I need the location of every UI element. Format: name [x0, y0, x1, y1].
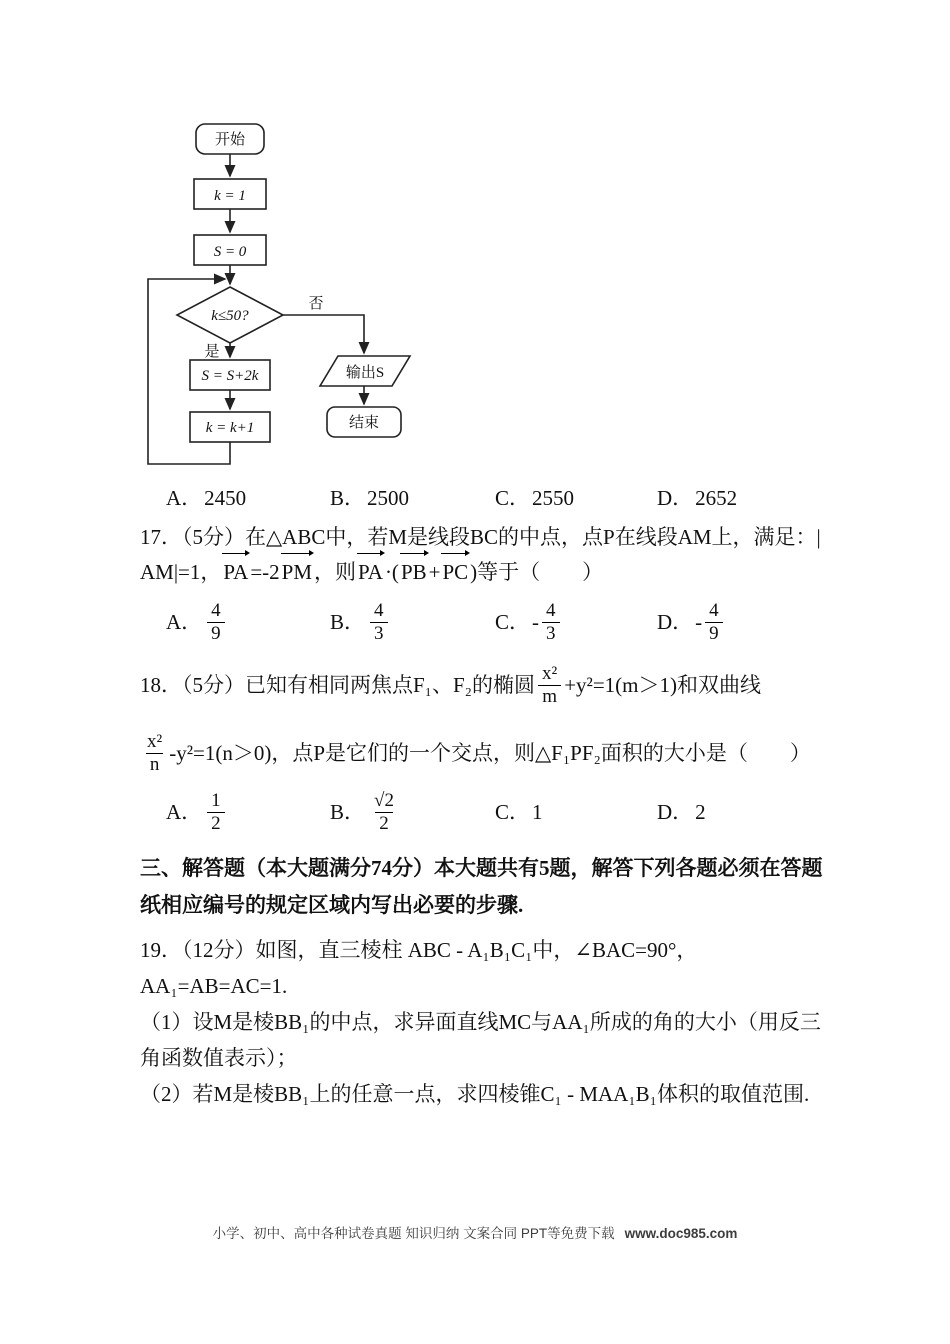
option-label: C．	[495, 610, 531, 634]
flowchart-start-label: 开始	[214, 132, 246, 148]
option-label: A．	[166, 610, 203, 634]
question-19	[140, 932, 834, 1112]
flowchart-no-edge	[283, 315, 364, 353]
q17-option-c	[495, 598, 563, 646]
vector-PA: PA	[356, 555, 385, 590]
option-label: B．	[330, 486, 366, 510]
q18-option-b	[330, 788, 401, 836]
fraction: $\frac{4}{3}$	[370, 600, 388, 644]
q17-line1: 17．（5分）在△ABC中，若M是线段BC的中点，点P在线段AM上，满足：|	[140, 525, 821, 549]
flowchart-end-label: 结束	[348, 415, 380, 431]
option-label: C．	[495, 800, 531, 824]
q18-line1	[140, 656, 834, 714]
q17-line2	[140, 555, 834, 590]
q17-text: )等于（ ）	[470, 560, 604, 584]
section3-heading: 三、解答题（本大题满分74分）本大题共有5题，解答下列各题必须在答题纸相应编号的规定区域内写出必要的步骤.	[140, 856, 823, 917]
flowchart-no-label: 否	[308, 296, 324, 312]
q17-text: AM|=1，	[140, 560, 222, 584]
option-label: A．	[166, 800, 203, 824]
q19-stem: 19．（12分）如图，直三棱柱 ABC - A₁B₁C₁中，∠BAC=90°，AA₁=AB=AC=1.	[140, 938, 698, 998]
flowchart	[140, 116, 440, 478]
option-label: B．	[330, 800, 366, 824]
option-value: 2550	[532, 486, 575, 510]
vector-PA: PA	[221, 555, 250, 590]
q17-text: =-2	[250, 560, 280, 584]
flowchart-shapes	[148, 124, 410, 464]
fraction: $\frac{4}{9}$	[207, 600, 225, 644]
flowchart-output-label: 输出S	[345, 365, 385, 381]
flowchart-accumulate-label: S = S+2k	[201, 368, 259, 384]
flowchart-init-s-label: S = 0	[213, 244, 247, 260]
q17-options	[140, 598, 834, 650]
q17-text: ·(	[384, 560, 399, 584]
option-value: 2450	[204, 486, 247, 510]
footer	[0, 1222, 950, 1242]
content-column	[140, 481, 834, 1112]
option-value: 2652	[695, 486, 738, 510]
footer-text: 小学、初中、高中各种试卷真题 知识归纳 文案合同 PPT等免费下载	[212, 1226, 615, 1241]
q19-part1: （1）设M是棱BB₁的中点，求异面直线MC与AA₁所成的角的大小（用反三角函数值表示）；	[140, 1010, 821, 1070]
q16-option-a	[166, 481, 246, 516]
option-label: A．	[166, 486, 203, 510]
q16-option-c	[495, 481, 574, 516]
q19-part2: （2）若M是棱BB₁上的任意一点，求四棱锥C₁ - MAA₁B₁体积的取值范围.	[140, 1082, 810, 1106]
q17-option-a	[166, 598, 228, 646]
question-18	[140, 656, 834, 840]
option-label: D．	[657, 610, 694, 634]
option-value: 2500	[367, 486, 410, 510]
option-label: D．	[657, 486, 694, 510]
q18-text: 18．（5分）已知有相同两焦点F₁、F₂的椭圆	[140, 673, 535, 697]
q17-text: ，则	[314, 560, 357, 584]
q17-text: +	[428, 560, 441, 584]
q17-option-b	[330, 598, 391, 646]
footer-url: www.doc985.com	[624, 1226, 738, 1241]
q17-option-d	[657, 598, 726, 646]
option-sign: -	[532, 610, 540, 634]
q18-option-a	[166, 788, 228, 836]
option-label: C．	[495, 486, 531, 510]
q18-line2	[140, 724, 834, 782]
q16-option-d	[657, 481, 737, 516]
vector-PM: PM	[280, 555, 314, 590]
fraction: $\frac{√2}{2}$	[374, 790, 394, 834]
q18-option-c	[495, 788, 543, 836]
q18-text: +y²=1(m＞1)和双曲线	[564, 673, 762, 697]
option-value: 2	[695, 800, 706, 824]
q16-option-b	[330, 481, 409, 516]
fraction-x2-over-n: $\frac{\text{x²}}{n}$	[147, 731, 163, 775]
fraction: $\frac{4}{9}$	[705, 600, 723, 644]
option-sign: -	[695, 610, 703, 634]
q16-options	[140, 481, 834, 510]
fraction: $\frac{4}{3}$	[542, 600, 560, 644]
flowchart-increment-label: k = k+1	[205, 420, 255, 436]
q18-option-d	[657, 788, 706, 836]
question-17	[140, 520, 834, 650]
vector-PB: PB	[399, 555, 429, 590]
flowchart-init-k-label: k = 1	[214, 188, 246, 204]
option-label: B．	[330, 610, 366, 634]
flowchart-yes-label: 是	[204, 344, 220, 360]
fraction: $\frac{1}{2}$	[207, 790, 225, 834]
option-value: 1	[532, 800, 543, 824]
vector-PC: PC	[440, 555, 470, 590]
fraction-x2-over-m: $\frac{\text{x²}}{m}$	[538, 663, 561, 707]
q18-text: -y²=1(n＞0)，点P是它们的一个交点，则△F₁PF₂面积的大小是（ ）	[169, 741, 811, 765]
q18-options	[140, 788, 834, 840]
flowchart-decision-label: k≤50?	[211, 308, 249, 324]
option-label: D．	[657, 800, 694, 824]
